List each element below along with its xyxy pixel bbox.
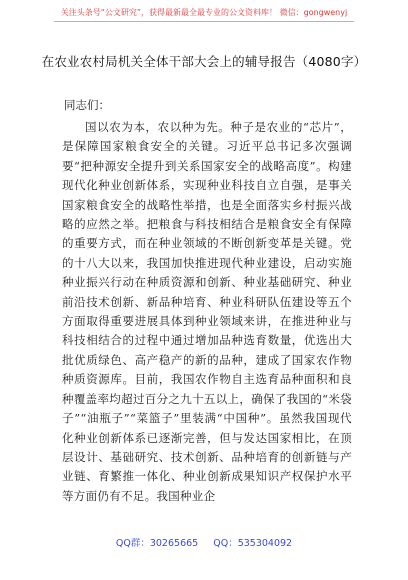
footer-qq: QQ：535304092	[213, 538, 293, 549]
header-banner-text: 关注头条号“公文研究”，获得最新最全最专业的公文资料库！ 微信：gongwenyj	[60, 8, 348, 17]
footer	[0, 538, 408, 550]
header-banner	[0, 8, 408, 36]
body-paragraph: 国以农为本，农以种为先。种子是农业的“芯片”，是保障国家粮食安全的关键。习近平总书记多次强调要“把种源安全提升到关系国家安全的战略高度”。构建现代化种业创新体系，实现种业科技自立自强，是事关国家粮食安全的战略性举措，也是全面落实乡村振兴战略的应然之举。把粮食与科技相结合是粮食安全有保障的重要方式，而在种业领域的不断创新变革是关键。党的十八大以来，我国加快推进现代种业建设，启动实施种业振兴行动在种质资源和创新、种业基础研究、种业前沿技术创新、新品种培育、种业科研队伍建设等五个方面取得重要进展具体到种业领域来讲，在推进种业与科技相结合的过程中通过增加品种选育数量，优选出大批优质绿色、高产稳产的新的品种，建成了国家农作物种质资源库。目前，我国农作物自主选育品种面积和良种覆盖率均超过百分之九十五以上，确保了我国的“米袋子”“油瓶子”“菜篮子”里装满“中国种”。虽然我国现代化种业创新体系已逐渐完善，但与发达国家相比，在顶层设计、基础研究、技术创新、品种培育的创新链与产业链、育繁推一体化、种业创新成果知识产权保护水平等方面仍有不足。我国种业企	[62, 120, 352, 503]
header-divider	[54, 21, 354, 22]
footer-qq-group: QQ群：30265665	[115, 538, 199, 549]
document-title: 在农业农村局机关全体干部大会上的辅导报告（4080字）	[41, 54, 367, 69]
salutation: 同志们：	[64, 98, 110, 112]
